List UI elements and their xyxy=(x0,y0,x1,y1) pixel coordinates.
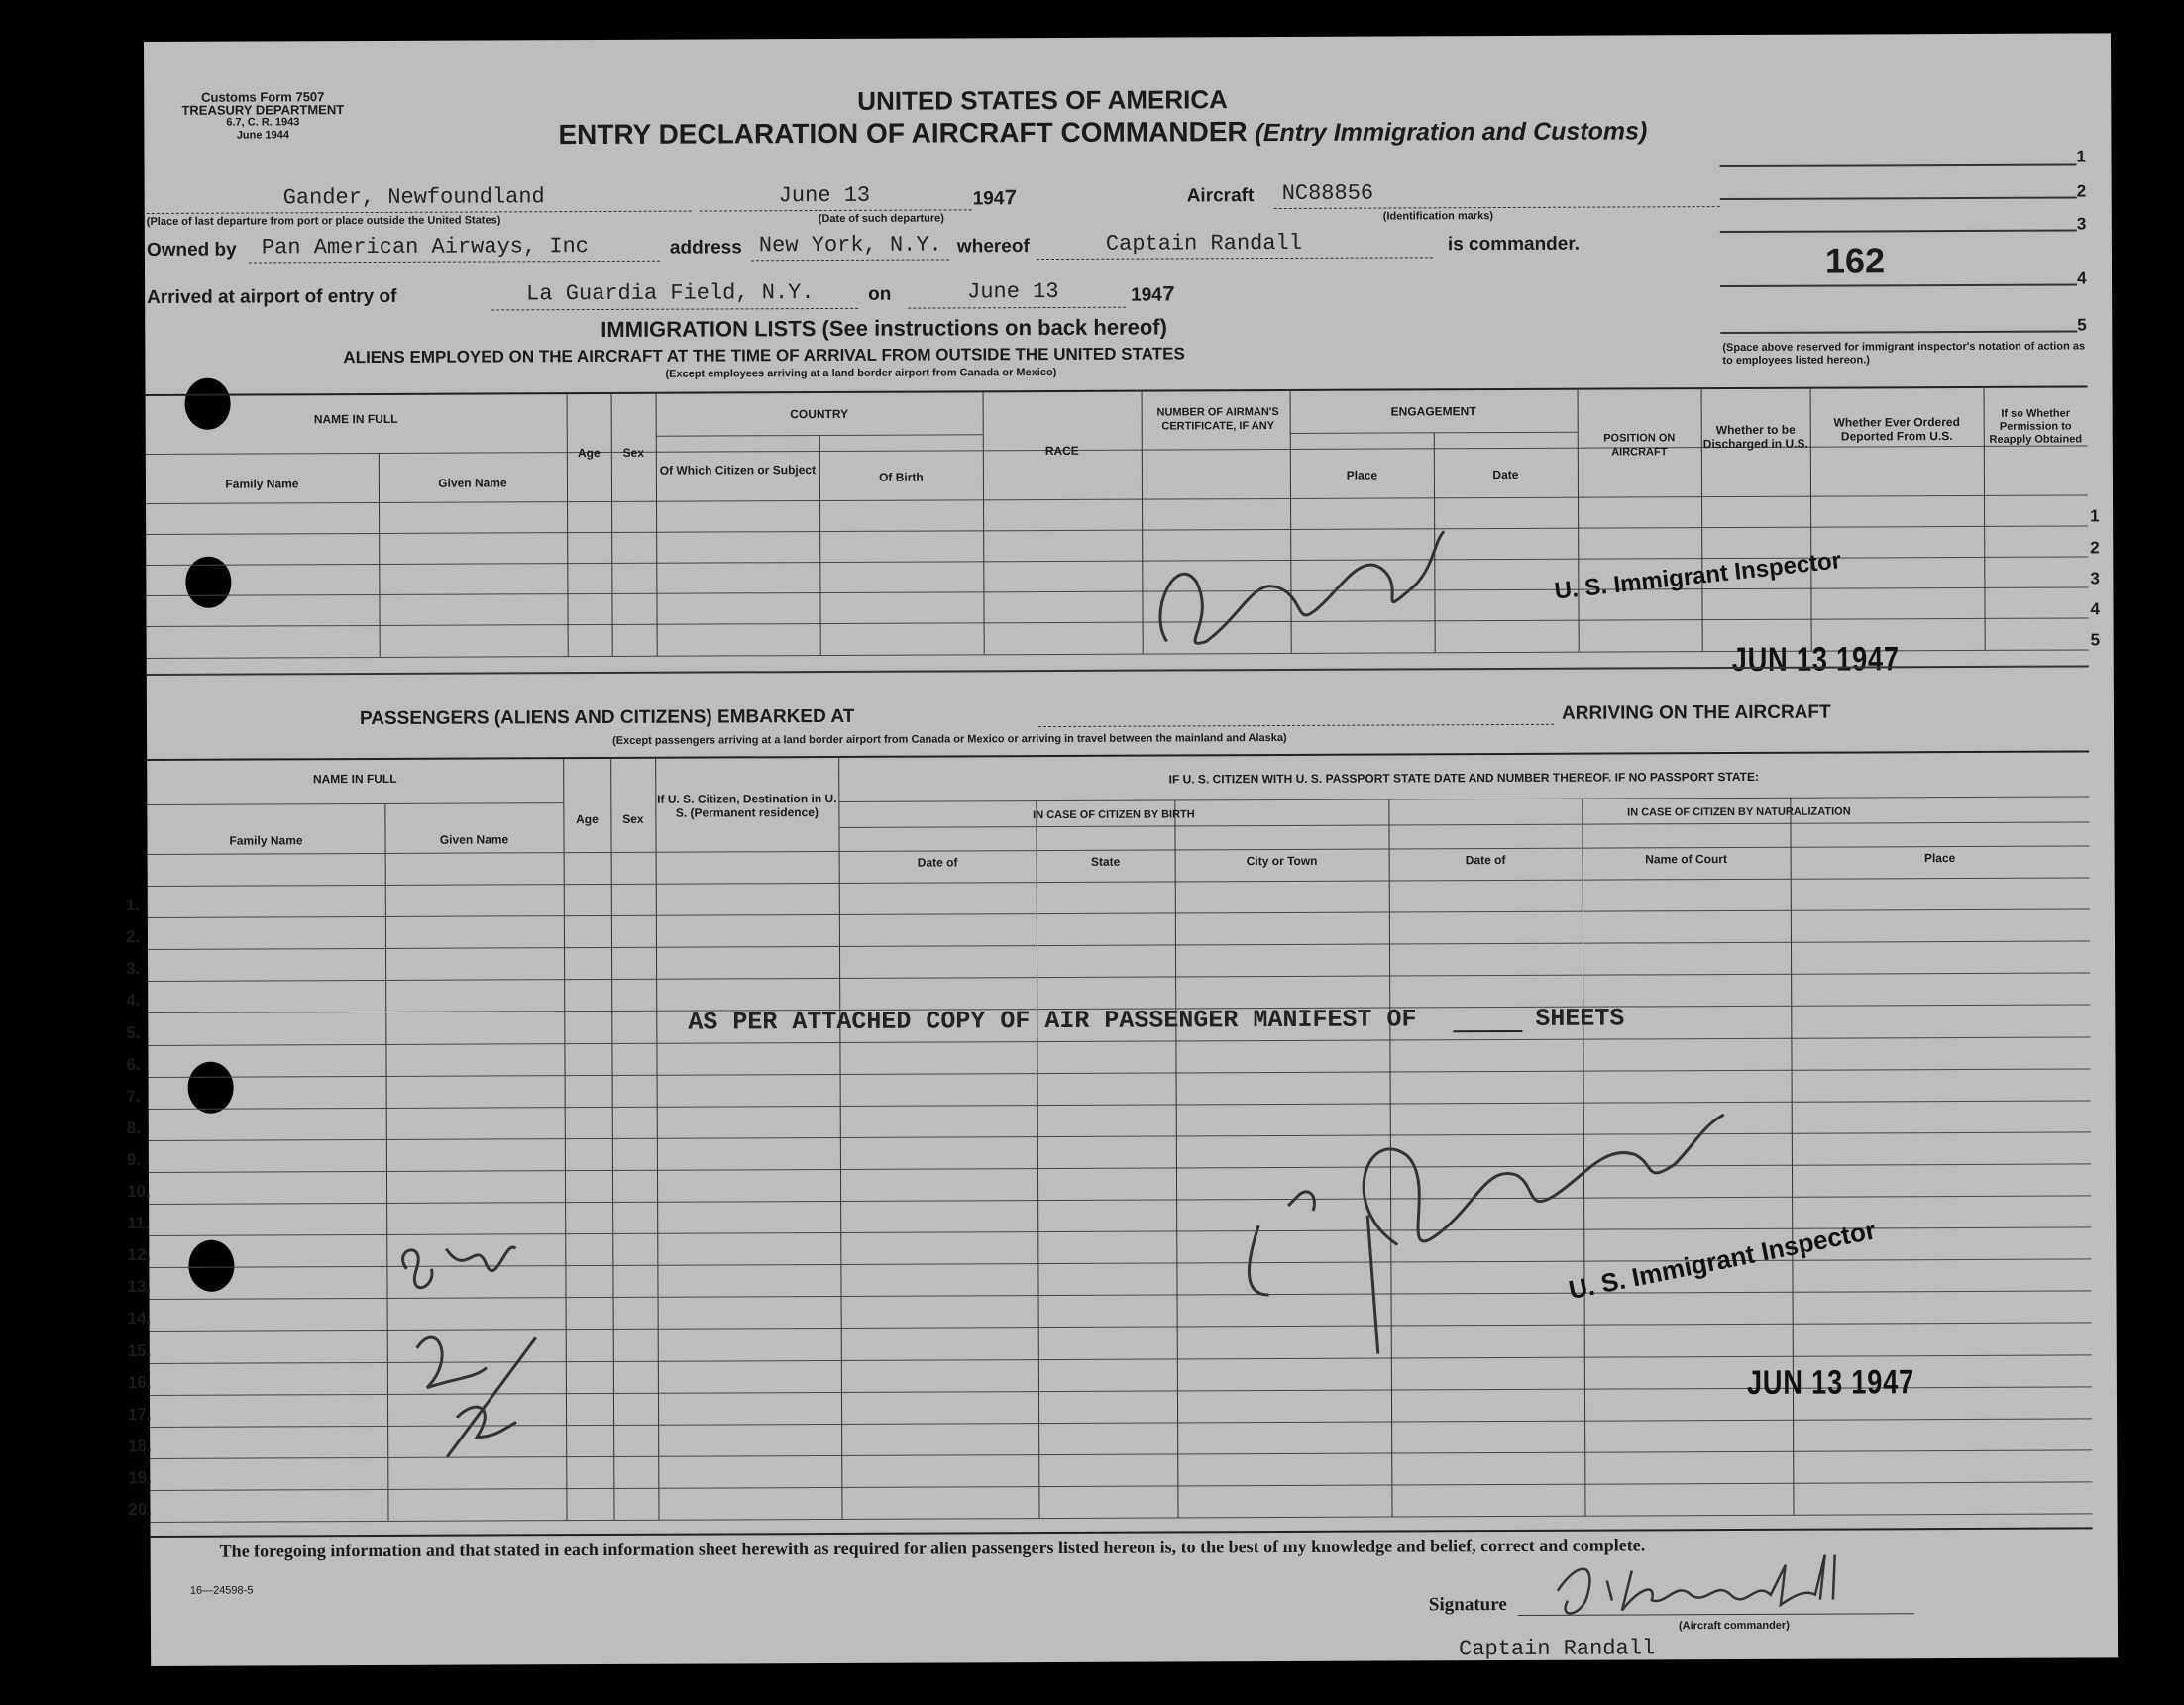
form-title-main: ENTRY DECLARATION OF AIRCRAFT COMMANDER xyxy=(558,116,1248,151)
passenger-row-line xyxy=(148,973,2090,983)
col-city: City or Town xyxy=(1246,853,1318,869)
address-label: address xyxy=(669,237,742,259)
immigration-heading: IMMIGRATION LISTS (See instructions on back hereof) xyxy=(601,314,1167,342)
inspector-line-number: 2 xyxy=(2076,181,2087,201)
col-permission: If so Whether Permission to Reapply Obtained xyxy=(1989,407,2083,446)
col-court: Name of Court xyxy=(1645,852,1727,867)
passenger-row-line xyxy=(149,1100,2091,1110)
col-engagement-date: Date xyxy=(1492,467,1519,482)
commander-name: Captain Randall xyxy=(1105,230,1302,257)
col-age: Age xyxy=(577,445,601,461)
passenger-row-line xyxy=(149,1131,2091,1141)
inspector-line-number: 1 xyxy=(2076,147,2087,166)
col-state: State xyxy=(1090,854,1121,869)
passenger-row-number: 12. xyxy=(127,1245,152,1265)
arrival-label: Arrived at airport of entry of xyxy=(147,285,397,308)
date-stamp-2: JUN 13 1947 xyxy=(1746,1363,1915,1402)
arrival-airport: La Guardia Field, N.Y. xyxy=(526,280,815,307)
col-citizen-of: Of Which Citizen or Subject xyxy=(659,463,817,478)
col-citizen-by-birth: IN CASE OF CITIZEN BY BIRTH xyxy=(1033,808,1195,822)
col-birth-date: Date of xyxy=(917,855,958,870)
form-title-italic: (Entry Immigration and Customs) xyxy=(1255,117,1648,148)
commander-suffix: is commander. xyxy=(1447,233,1581,256)
aircraft-id: NC88856 xyxy=(1281,180,1374,206)
owner-name: Pan American Airways, Inc xyxy=(261,234,590,261)
passenger-row-number: 1. xyxy=(125,896,141,915)
col-family-name: Family Name xyxy=(229,833,303,848)
passenger-row-number: 8. xyxy=(126,1118,142,1137)
departure-place: Gander, Newfoundland xyxy=(282,184,545,211)
departure-year-suffix: 7 xyxy=(1004,186,1018,212)
aliens-row-number: 5 xyxy=(2090,630,2101,650)
passenger-row-line xyxy=(149,1195,2091,1205)
print-code: 16—24598-5 xyxy=(189,1584,254,1597)
immigration-note: (Except employees arriving at a land border airport from Canada or Mexico) xyxy=(665,366,1057,380)
passenger-row-number: 6. xyxy=(126,1054,141,1074)
regulation-ref: 6.7, C. R. 1943 xyxy=(226,116,300,129)
passenger-row-number: 15. xyxy=(127,1340,152,1360)
inspector-line-number: 4 xyxy=(2077,268,2087,288)
form-number: Customs Form 7507 xyxy=(201,89,325,105)
departure-place-caption: (Place of last departure from port or place outside the United States) xyxy=(146,214,501,228)
col-sex: Sex xyxy=(622,445,645,460)
form-date: June 1944 xyxy=(236,129,290,142)
inspector-signature-1 xyxy=(1137,491,1455,671)
department-name: TREASURY DEPARTMENT xyxy=(181,102,345,118)
col-passport: IF U. S. CITIZEN WITH U. S. PASSPORT STATE DATE AND NUMBER THEREOF. IF NO PASSPORT STATE: xyxy=(1168,769,1759,787)
passenger-row-number: 18. xyxy=(128,1436,152,1455)
passenger-row-line xyxy=(148,1036,2090,1046)
aliens-row-number: 3 xyxy=(2090,569,2100,588)
manifest-sheets: SHEETS xyxy=(1535,1004,1625,1033)
col-deported: Whether Ever Ordered Deported From U.S. xyxy=(1833,415,1960,444)
col-place: Place xyxy=(1923,851,1956,866)
passenger-row-line xyxy=(149,1068,2091,1078)
passenger-row-number: 14. xyxy=(127,1309,152,1329)
aircraft-label: Aircraft xyxy=(1186,185,1255,207)
passenger-row-line xyxy=(151,1513,2093,1523)
certification-statement: The foregoing information and that stated in each information sheet herewith as required for alien passengers listed hereon is, to the best of my knowledge and belief, correct and complete. xyxy=(219,1535,1646,1561)
passenger-row-number: 7. xyxy=(126,1086,141,1106)
form-identifier xyxy=(173,90,352,143)
arrival-on-label: on xyxy=(868,283,892,305)
passenger-row-number: 20. xyxy=(128,1499,153,1520)
passenger-row-number: 3. xyxy=(126,959,141,979)
entry-number: 162 xyxy=(1824,240,1886,281)
punch-hole xyxy=(188,1240,234,1292)
passenger-row-line xyxy=(148,941,2090,951)
passenger-row-number: 19. xyxy=(128,1467,153,1487)
col-sex: Sex xyxy=(622,811,644,826)
signature-caption: (Aircraft commander) xyxy=(1678,1619,1790,1633)
passengers-note: (Except passengers arriving at a land border airport from Canada or Mexico or arriving in travel between the mainland and Alaska) xyxy=(612,731,1287,747)
passenger-row-number: 16. xyxy=(127,1372,152,1392)
passenger-row-number: 10. xyxy=(127,1181,151,1202)
manifest-note: AS PER ATTACHED COPY OF AIR PASSENGER MANIFEST OF xyxy=(688,1005,1417,1037)
col-citizen-by-naturalization: IN CASE OF CITIZEN BY NATURALIZATION xyxy=(1627,805,1851,819)
handwritten-tally xyxy=(386,1209,566,1467)
passenger-row-line xyxy=(149,1163,2091,1173)
col-position: POSITION ON AIRCRAFT xyxy=(1603,432,1676,459)
arrival-year-suffix: 7 xyxy=(1161,282,1176,308)
passengers-heading-right: ARRIVING ON THE AIRCRAFT xyxy=(1561,701,1831,724)
col-naturalization-date: Date of xyxy=(1465,853,1506,868)
aliens-row-number: 1 xyxy=(2090,506,2100,526)
col-destination: If U. S. Citizen, Destination in U. S. (Permanent residence) xyxy=(657,791,837,820)
departure-year-prefix: 194 xyxy=(972,188,1005,210)
departure-date: June 13 xyxy=(778,182,871,209)
departure-year xyxy=(973,186,1018,211)
col-airman-certificate: NUMBER OF AIRMAN'S CERTIFICATE, IF ANY xyxy=(1156,406,1279,433)
inspector-signature-2 xyxy=(1140,1085,1735,1385)
col-name-in-full: NAME IN FULL xyxy=(312,771,397,787)
signer-name: Captain Randall xyxy=(1459,1636,1656,1662)
commander-signature xyxy=(1538,1540,1914,1631)
passenger-row-number: 17. xyxy=(128,1404,152,1424)
inspector-box-note: (Space above reserved for immigrant inspector's notation of action as to employees listed hereon.) xyxy=(1722,340,2086,368)
col-discharged: Whether to be Discharged in U.S. xyxy=(1702,422,1808,452)
owned-by-label: Owned by xyxy=(146,239,237,261)
passenger-row-number: 4. xyxy=(126,991,141,1011)
passenger-row-number: 9. xyxy=(126,1149,142,1169)
col-engagement: ENGAGEMENT xyxy=(1390,404,1476,419)
inspector-stamp-1: U. S. Immigrant Inspector xyxy=(1553,547,1843,605)
col-family-name: Family Name xyxy=(225,477,299,491)
col-engagement-place: Place xyxy=(1346,468,1378,482)
declaration-form-page xyxy=(125,33,2118,1666)
departure-date-caption: (Date of such departure) xyxy=(818,212,944,226)
inspector-line-number: 3 xyxy=(2076,214,2087,234)
col-birth: Of Birth xyxy=(879,470,924,484)
col-race: RACE xyxy=(1044,443,1079,459)
col-age: Age xyxy=(576,812,599,827)
col-given-name: Given Name xyxy=(439,832,509,847)
form-title xyxy=(558,114,1647,151)
passengers-heading: PASSENGERS (ALIENS AND CITIZENS) EMBARKED AT xyxy=(359,705,855,730)
arrival-date: June 13 xyxy=(967,278,1059,305)
inspector-stamp-2: U. S. Immigrant Inspector xyxy=(1566,1215,1879,1306)
punch-hole xyxy=(187,1062,233,1114)
form-title-country: UNITED STATES OF AMERICA xyxy=(857,84,1228,116)
passenger-row-line xyxy=(148,909,2090,919)
owner-address: New York, N.Y. xyxy=(758,232,942,259)
col-given-name: Given Name xyxy=(438,476,507,490)
arrival-year xyxy=(1131,282,1175,307)
passenger-row-line xyxy=(150,1481,2092,1491)
col-name-in-full: NAME IN FULL xyxy=(313,411,398,427)
immigration-subheading: ALIENS EMPLOYED ON THE AIRCRAFT AT THE TIME OF ARRIVAL FROM OUTSIDE THE UNITED STATES xyxy=(343,344,1185,368)
signature-label: Signature xyxy=(1428,1594,1507,1616)
aliens-row-number: 2 xyxy=(2090,538,2100,558)
passenger-row-number: 13. xyxy=(127,1277,152,1297)
inspector-line-number: 5 xyxy=(2077,315,2087,335)
passenger-row-number: 2. xyxy=(125,927,141,947)
whereof-label: whereof xyxy=(956,236,1030,258)
date-stamp-1: JUN 13 1947 xyxy=(1731,640,1900,680)
aliens-row-number: 4 xyxy=(2090,599,2101,619)
passenger-row-number: 5. xyxy=(126,1022,141,1042)
aircraft-id-caption: (Identification marks) xyxy=(1382,210,1494,223)
passenger-row-number: 11. xyxy=(127,1214,150,1233)
arrival-year-prefix: 194 xyxy=(1131,284,1162,306)
col-country: COUNTRY xyxy=(790,406,849,422)
